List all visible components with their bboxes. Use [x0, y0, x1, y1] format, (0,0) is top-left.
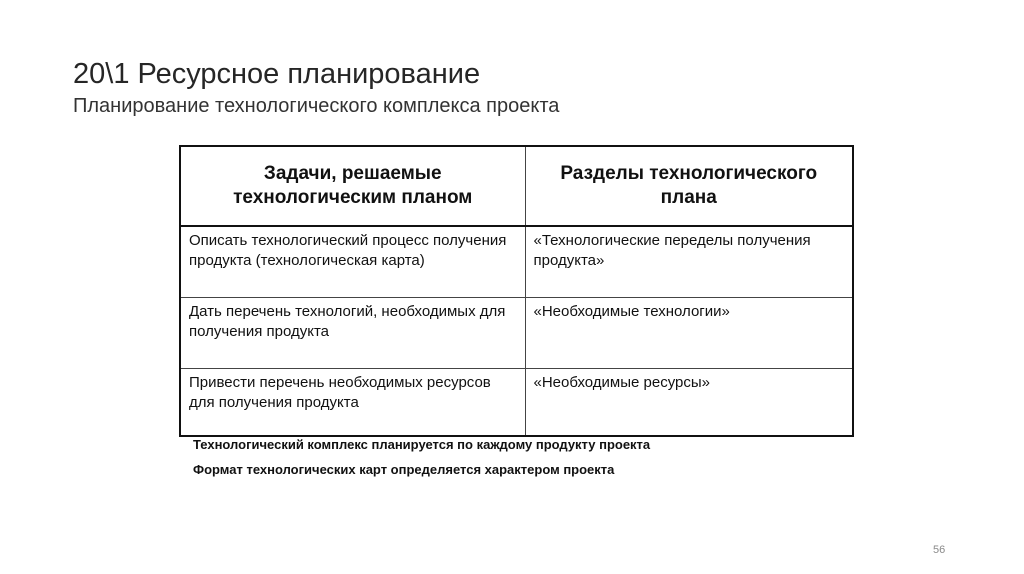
section-cell: «Технологические переделы получения продукта» [525, 226, 853, 298]
header-sections: Разделы технологического плана [525, 146, 853, 226]
slide-title: 20\1 Ресурсное планирование [73, 58, 481, 90]
technology-plan-table [179, 145, 854, 437]
note-per-product: Технологический комплекс планируется по каждому продукту проекта [193, 437, 651, 452]
section-cell: «Необходимые технологии» [525, 298, 853, 369]
table-row [180, 298, 853, 369]
slide-subtitle: Планирование технологического комплекса проекта [73, 95, 560, 117]
table-row [180, 226, 853, 298]
notes-block [193, 432, 650, 482]
section-cell: «Необходимые ресурсы» [525, 369, 853, 437]
task-cell: Описать технологический процесс получения продукта (технологическая карта) [180, 226, 525, 298]
task-cell: Привести перечень необходимых ресурсов для получения продукта [180, 369, 525, 437]
table-header-row [180, 146, 853, 226]
page-number: 56 [933, 544, 946, 556]
task-cell: Дать перечень технологий, необходимых для получения продукта [180, 298, 525, 369]
note-card-format: Формат технологических карт определяется характером проекта [193, 462, 615, 477]
header-tasks: Задачи, решаемые технологическим планом [180, 146, 525, 226]
table-row [180, 369, 853, 437]
